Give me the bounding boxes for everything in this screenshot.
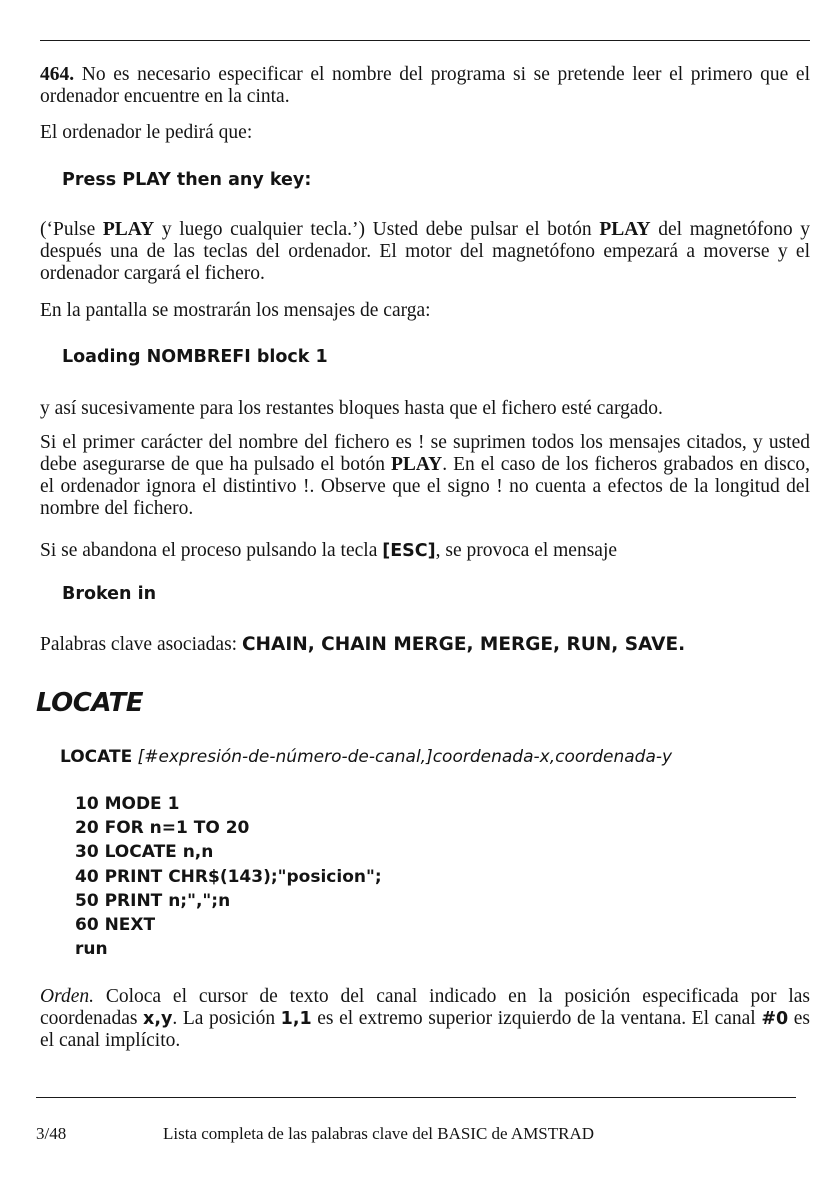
related-keywords: Palabras clave asociadas: CHAIN, CHAIN MERGE, MERGE, RUN, SAVE. bbox=[40, 634, 686, 655]
intro-paragraph: 464. No es necesario especificar el nombre del programa si se pretende leer el primero que el ordenador encuentre en la cinta. bbox=[40, 64, 810, 107]
page-number: 3/48 bbox=[36, 1124, 67, 1143]
locate-description: Orden. Coloca el cursor de texto del canal indicado en la posición especificada por las coordenadas x,y. La posición 1,1 es el extremo superior izquierdo de la ventana. El canal #0 es el canal implícito. bbox=[40, 986, 811, 1051]
locate-heading: LOCATE bbox=[36, 688, 143, 718]
code-line: 10 MODE 1 bbox=[75, 794, 180, 814]
code-line: 60 NEXT bbox=[75, 914, 156, 935]
first-character-paragraph: Si el primer carácter del nombre del fichero es ! se suprimen todos los mensajes citados, y usted debe asegurarse de que ha pulsado el botón PLAY. En el caso de los ficheros grabados en disco, el ordenador ignora el distintivo !. Observe que el signo ! no cuenta a efectos de la longitud del nombre del fichero. bbox=[40, 432, 811, 519]
bottom-rule bbox=[36, 1097, 796, 1098]
code-line: run bbox=[75, 939, 108, 960]
section-number: 464. bbox=[40, 64, 75, 85]
code-listing bbox=[75, 792, 382, 961]
code-line: 40 PRINT CHR$(143);"posicion"; bbox=[75, 866, 382, 887]
code-line: 20 FOR n=1 TO 20 bbox=[75, 818, 250, 839]
footer-title: Lista completa de las palabras clave del BASIC de AMSTRAD bbox=[163, 1124, 595, 1143]
esc-key: [ESC] bbox=[382, 541, 436, 561]
successive-blocks-paragraph: y así sucesivamente para los restantes bloques hasta que el fichero esté cargado. bbox=[40, 398, 663, 419]
locate-syntax: LOCATE [#expresión-de-número-de-canal,]coordenada-x,coordenada-y bbox=[60, 747, 673, 767]
esc-paragraph: Si se abandona el proceso pulsando la tecla [ESC], se provoca el mensaje bbox=[40, 540, 618, 561]
message-loading: Loading NOMBREFI block 1 bbox=[62, 347, 328, 367]
screen-messages-paragraph: En la pantalla se mostrarán los mensajes de carga: bbox=[40, 300, 431, 321]
pulse-paragraph: (‘Pulse PLAY y luego cualquier tecla.’) Usted debe pulsar el botón PLAY del magnetófono y después una de las teclas del ordenador. El motor del magnetófono empezará a moverse y el ordenador cargará el fichero. bbox=[40, 219, 810, 284]
prompt-paragraph: El ordenador le pedirá que: bbox=[40, 122, 253, 143]
code-line: 30 LOCATE n,n bbox=[75, 842, 214, 863]
code-line: 50 PRINT n;",";n bbox=[75, 890, 231, 911]
message-broken-in: Broken in bbox=[62, 584, 157, 604]
top-rule bbox=[40, 40, 810, 41]
message-press-play: Press PLAY then any key: bbox=[62, 170, 312, 190]
related-keywords-list: CHAIN, CHAIN MERGE, MERGE, RUN, SAVE. bbox=[241, 634, 686, 655]
